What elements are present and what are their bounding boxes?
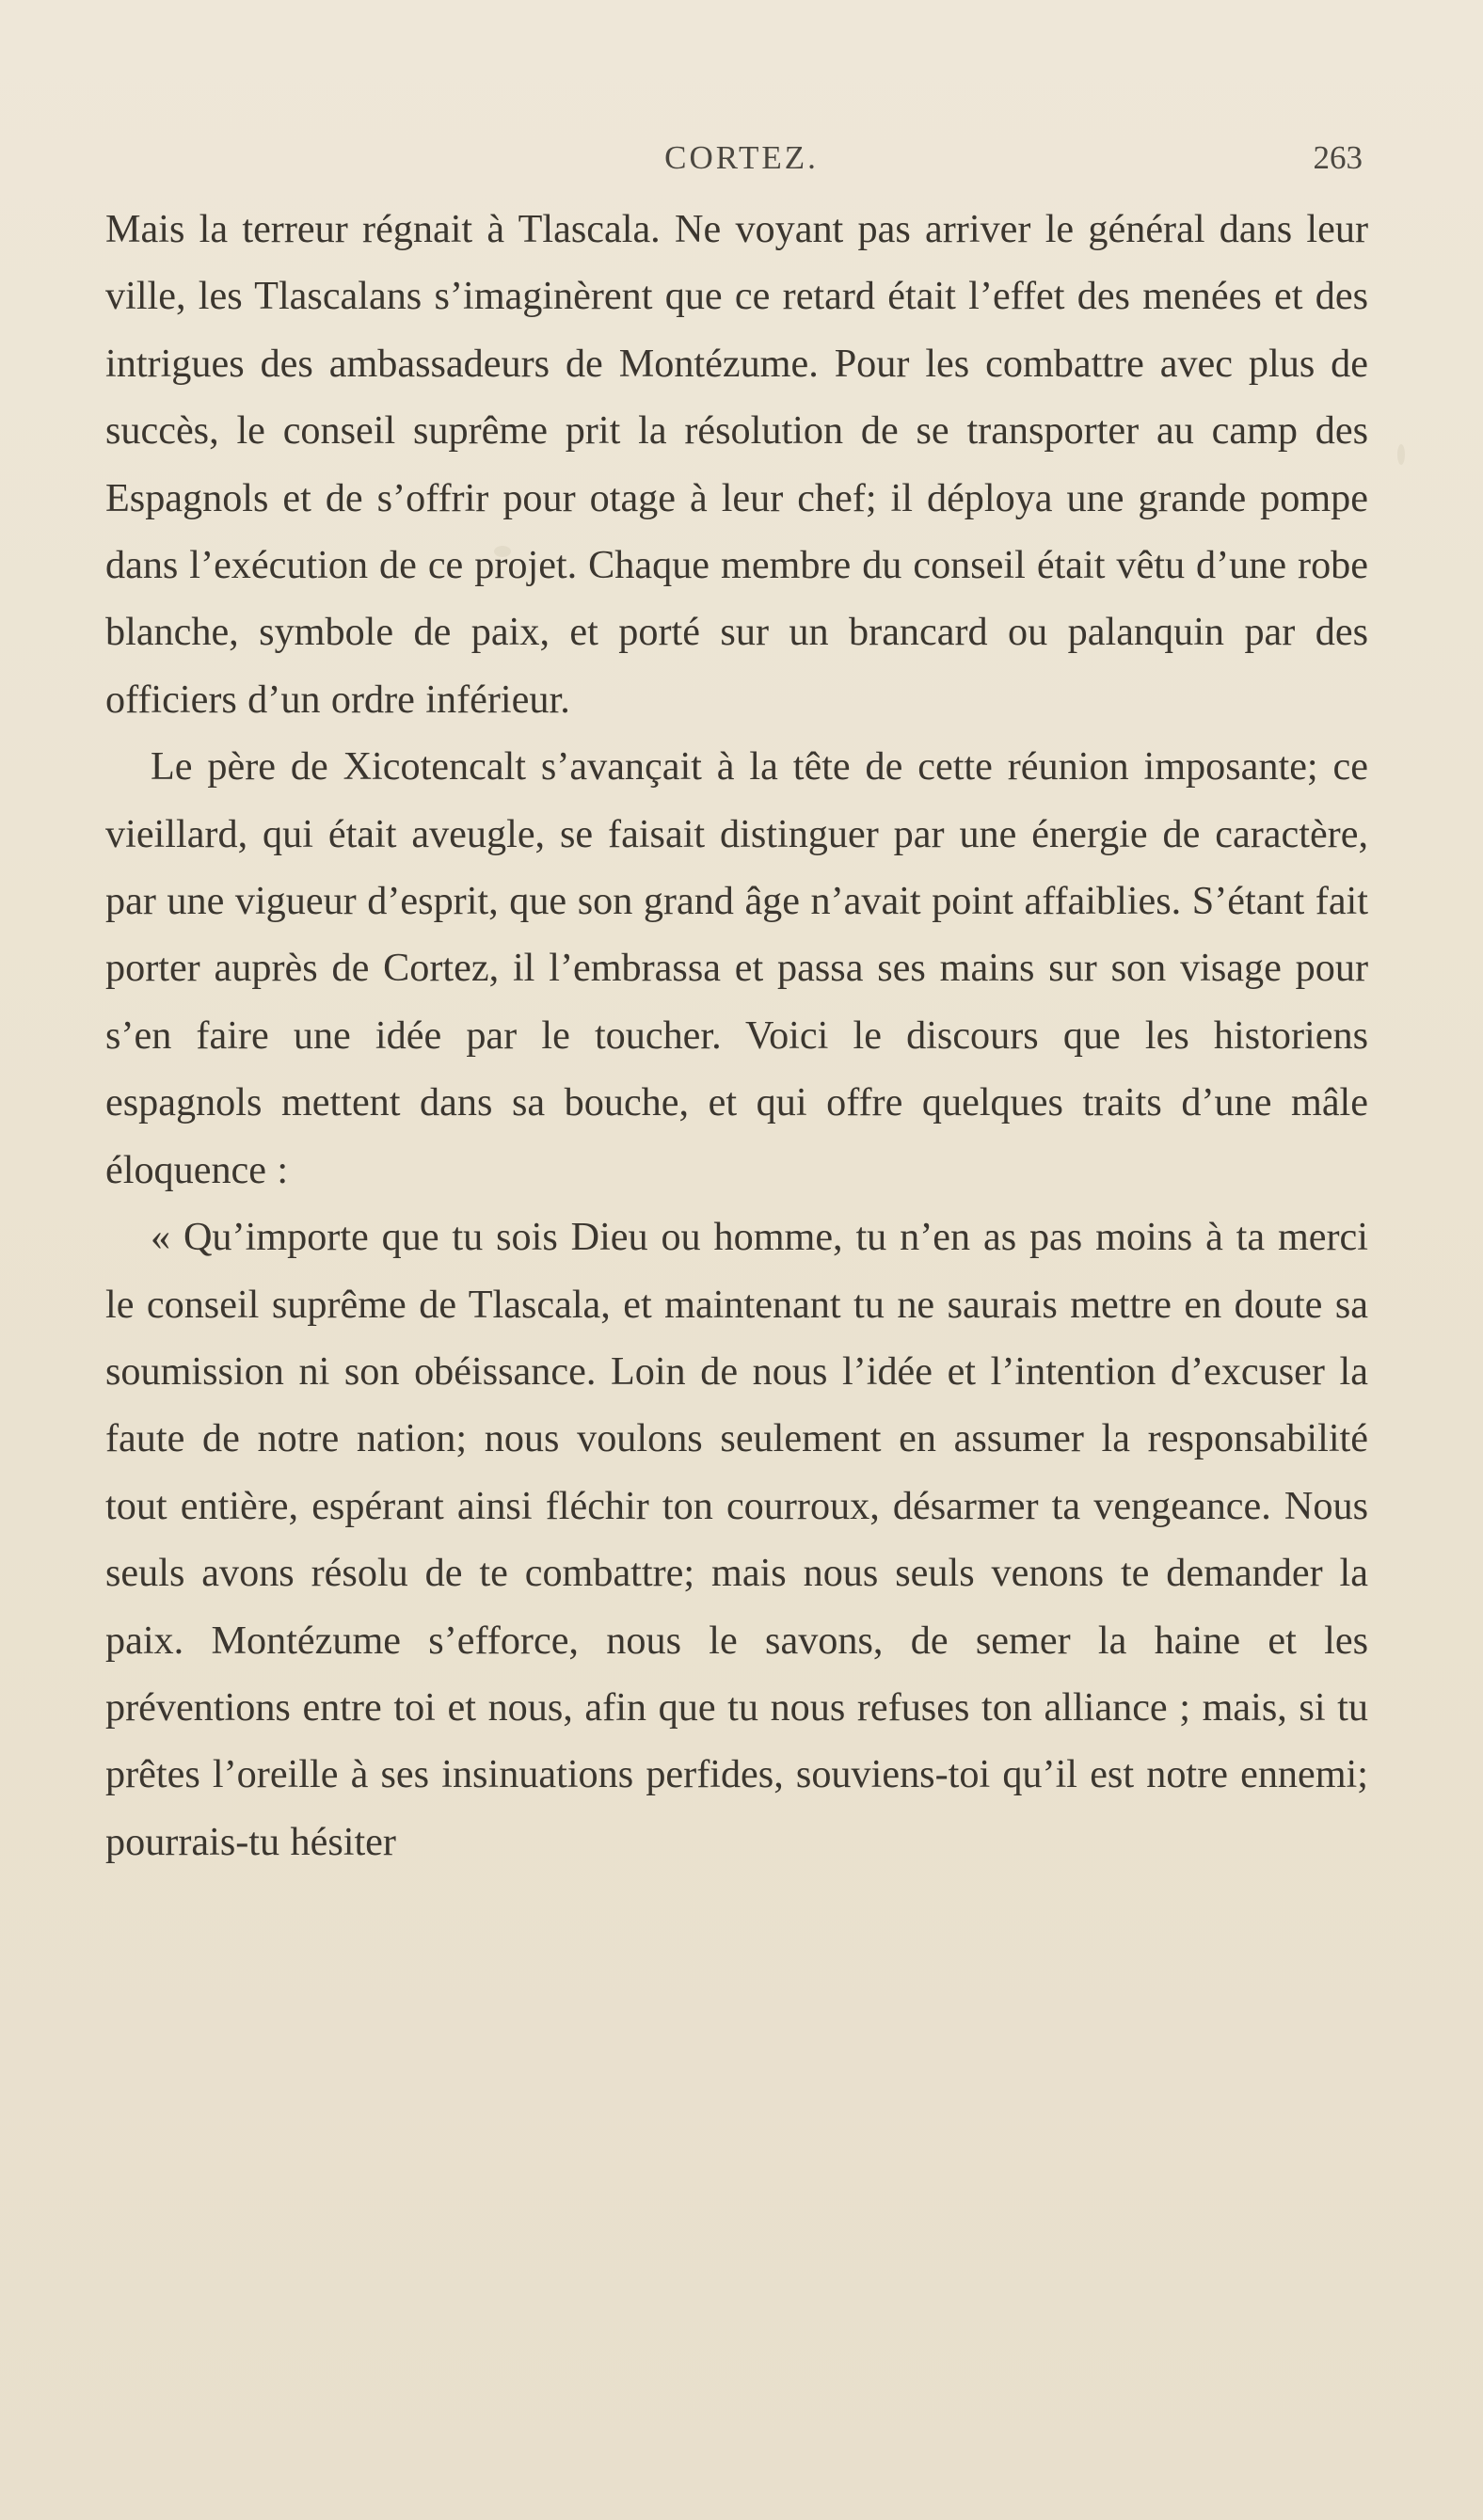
- running-head: CORTEZ.: [664, 139, 819, 176]
- paragraph-1: Mais la terreur régnait à Tlascala. Ne voyant pas arriver le général dans leur ville, les Tlascalans s’imaginèrent que ce retard était l’effet des menées et des intrigues des ambassadeurs de Montézume. Pour les combattre avec plus de succès, le conseil suprême prit la résolution de se transporter au camp des Espagnols et de s’offrir pour otage à leur chef; il déploya une grande pompe dans l’exécution de ce projet. Chaque membre du conseil était vêtu d’une robe blanche, symbole de paix, et porté sur un brancard ou palanquin par des officiers d’un ordre inférieur.: [105, 207, 1368, 722]
- paragraph-3: « Qu’importe que tu sois Dieu ou homme, tu n’en as pas moins à ta merci le conseil suprême de Tlascala, et maintenant tu ne saurais mettre en doute sa soumission ni son obéissance. Loin de nous l’idée et l’intention d’excuser la faute de notre nation; nous voulons seulement en assumer la responsabilité tout entière, espérant ainsi fléchir ton courroux, désarmer ta vengeance. Nous seuls avons résolu de te combattre; mais nous seuls venons te demander la paix. Montézume s’efforce, nous le savons, de semer la haine et les préventions entre toi et nous, afin que tu nous refuses ton alliance ; mais, si tu prêtes l’oreille à ses insinuations perfides, souviens-toi qu’il est notre ennemi; pourrais-tu hésiter: [105, 1215, 1368, 1864]
- body-text: [105, 196, 1368, 1875]
- paragraph-2: Le père de Xicotencalt s’avançait à la tête de cette réunion imposante; ce vieillard, qui était aveugle, se faisait distinguer par une énergie de caractère, par une vigueur d’esprit, que son grand âge n’avait point affaiblies. S’étant fait porter auprès de Cortez, il l’embrassa et passa ses mains sur son visage pour s’en faire une idée par le toucher. Voici le discours que les historiens espagnols mettent dans sa bouche, et qui offre quelques traits d’une mâle éloquence :: [105, 744, 1368, 1192]
- page-number: 263: [1313, 139, 1363, 176]
- paper-stain: [1397, 444, 1405, 465]
- page-header: [0, 139, 1483, 192]
